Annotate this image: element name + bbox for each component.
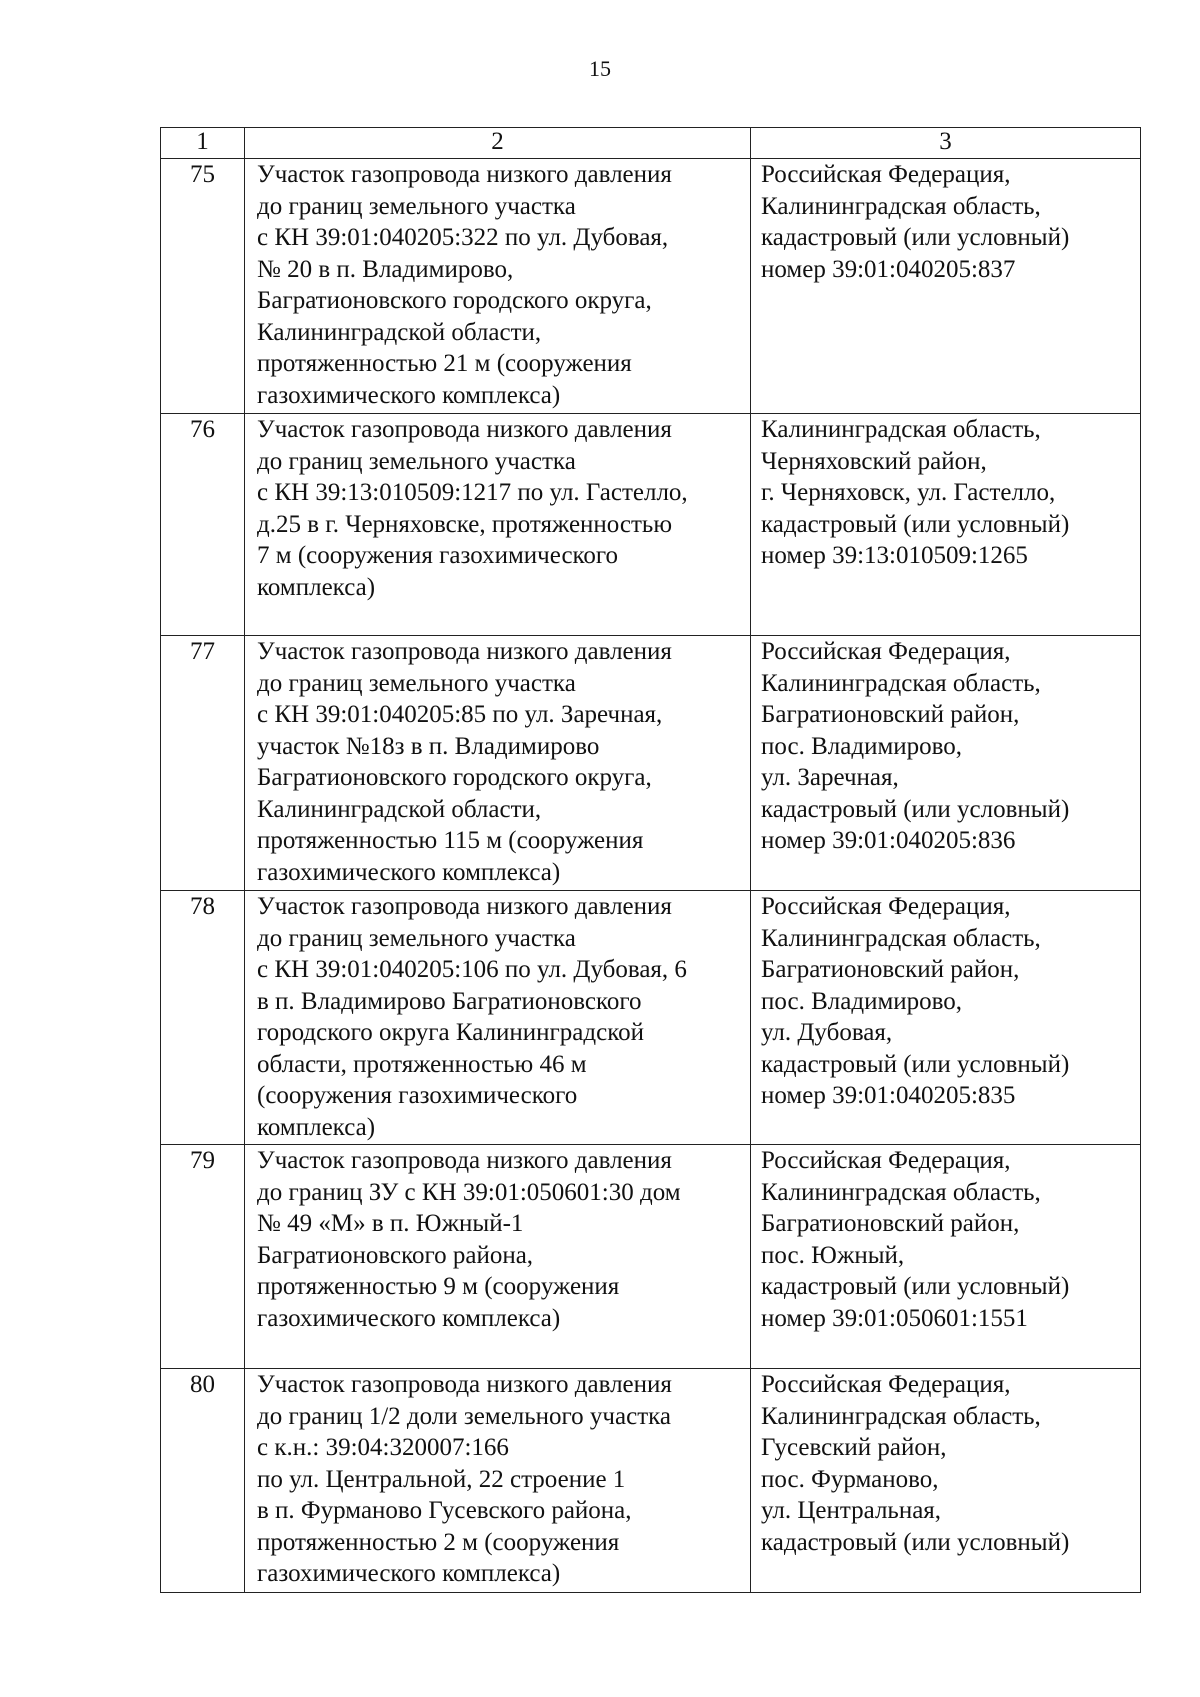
description-text: Участок газопровода низкого давления до границ земельного участка с КН 39:01:040205:85 по ул. Заречная, участок №18з в п. Владимирово Багратионовского городского округа, Калининградской области, протяженностью 115 м (сооружения газохимического комплекса) bbox=[257, 638, 672, 886]
row-number: 80 bbox=[161, 1369, 245, 1593]
row-number: 79 bbox=[161, 1145, 245, 1369]
location-text: Российская Федерация, Калининградская область, Багратионовский район, пос. Владимирово, ул. Заречная, кадастровый (или условный) номер 39:01:040205:836 bbox=[761, 638, 1070, 854]
row-number: 75 bbox=[161, 159, 245, 414]
row-description bbox=[245, 891, 751, 1145]
row-number: 76 bbox=[161, 414, 245, 636]
row-description bbox=[245, 1145, 751, 1369]
description-text: Участок газопровода низкого давления до границ земельного участка с КН 39:13:010509:1217 по ул. Гастелло, д.25 в г. Черняховске, протяженностью 7 м (сооружения газохимического комплекса) bbox=[257, 416, 688, 601]
location-text: Российская Федерация, Калининградская область, кадастровый (или условный) номер 39:01:040205:837 bbox=[761, 161, 1070, 283]
row-description bbox=[245, 159, 751, 414]
page-number: 15 bbox=[589, 56, 611, 81]
location-text: Российская Федерация, Калининградская область, Багратионовский район, пос. Владимирово, ул. Дубовая, кадастровый (или условный) номер 39:01:040205:835 bbox=[761, 893, 1070, 1109]
description-text: Участок газопровода низкого давления до границ земельного участка с КН 39:01:040205:322 по ул. Дубовая, № 20 в п. Владимирово, Багратионовского городского округа, Калининградской области, протяженностью 21 м (сооружения газохимического комплекса) bbox=[257, 161, 672, 409]
row-number: 77 bbox=[161, 636, 245, 891]
row-location bbox=[751, 414, 1141, 636]
description-text: Участок газопровода низкого давления до границ ЗУ с КН 39:01:050601:30 дом № 49 «М» в п. Южный-1 Багратионовского района, протяженностью 9 м (сооружения газохимического комплекса) bbox=[257, 1147, 681, 1332]
location-text: Российская Федерация, Калининградская область, Багратионовский район, пос. Южный, кадастровый (или условный) номер 39:01:050601:1551 bbox=[761, 1147, 1070, 1332]
table-row bbox=[161, 891, 1141, 1145]
location-text: Российская Федерация, Калининградская область, Гусевский район, пос. Фурманово, ул. Центральная, кадастровый (или условный) bbox=[761, 1371, 1070, 1556]
column-header-2: 2 bbox=[245, 128, 751, 159]
table-row bbox=[161, 636, 1141, 891]
table-header-row bbox=[161, 128, 1141, 159]
table-row bbox=[161, 414, 1141, 636]
location-text: Калининградская область, Черняховский район, г. Черняховск, ул. Гастелло, кадастровый (или условный) номер 39:13:010509:1265 bbox=[761, 416, 1070, 569]
row-location bbox=[751, 1145, 1141, 1369]
row-location bbox=[751, 891, 1141, 1145]
row-location bbox=[751, 636, 1141, 891]
row-description bbox=[245, 636, 751, 891]
property-table bbox=[160, 127, 1141, 1593]
column-header-1: 1 bbox=[161, 128, 245, 159]
description-text: Участок газопровода низкого давления до границ 1/2 доли земельного участка с к.н.: 39:04:320007:166 по ул. Центральной, 22 строение 1 в п. Фурманово Гусевского района, протяженностью 2 м (сооружения газохимического комплекса) bbox=[257, 1371, 672, 1587]
row-number: 78 bbox=[161, 891, 245, 1145]
column-header-3: 3 bbox=[751, 128, 1141, 159]
row-location bbox=[751, 159, 1141, 414]
table-row bbox=[161, 159, 1141, 414]
row-description bbox=[245, 414, 751, 636]
table-row bbox=[161, 1145, 1141, 1369]
description-text: Участок газопровода низкого давления до границ земельного участка с КН 39:01:040205:106 по ул. Дубовая, 6 в п. Владимирово Багратионовского городского округа Калининградской области, протяженностью 46 м (сооружения газохимического комплекса) bbox=[257, 893, 687, 1141]
table-row bbox=[161, 1369, 1141, 1593]
row-location bbox=[751, 1369, 1141, 1593]
row-description bbox=[245, 1369, 751, 1593]
